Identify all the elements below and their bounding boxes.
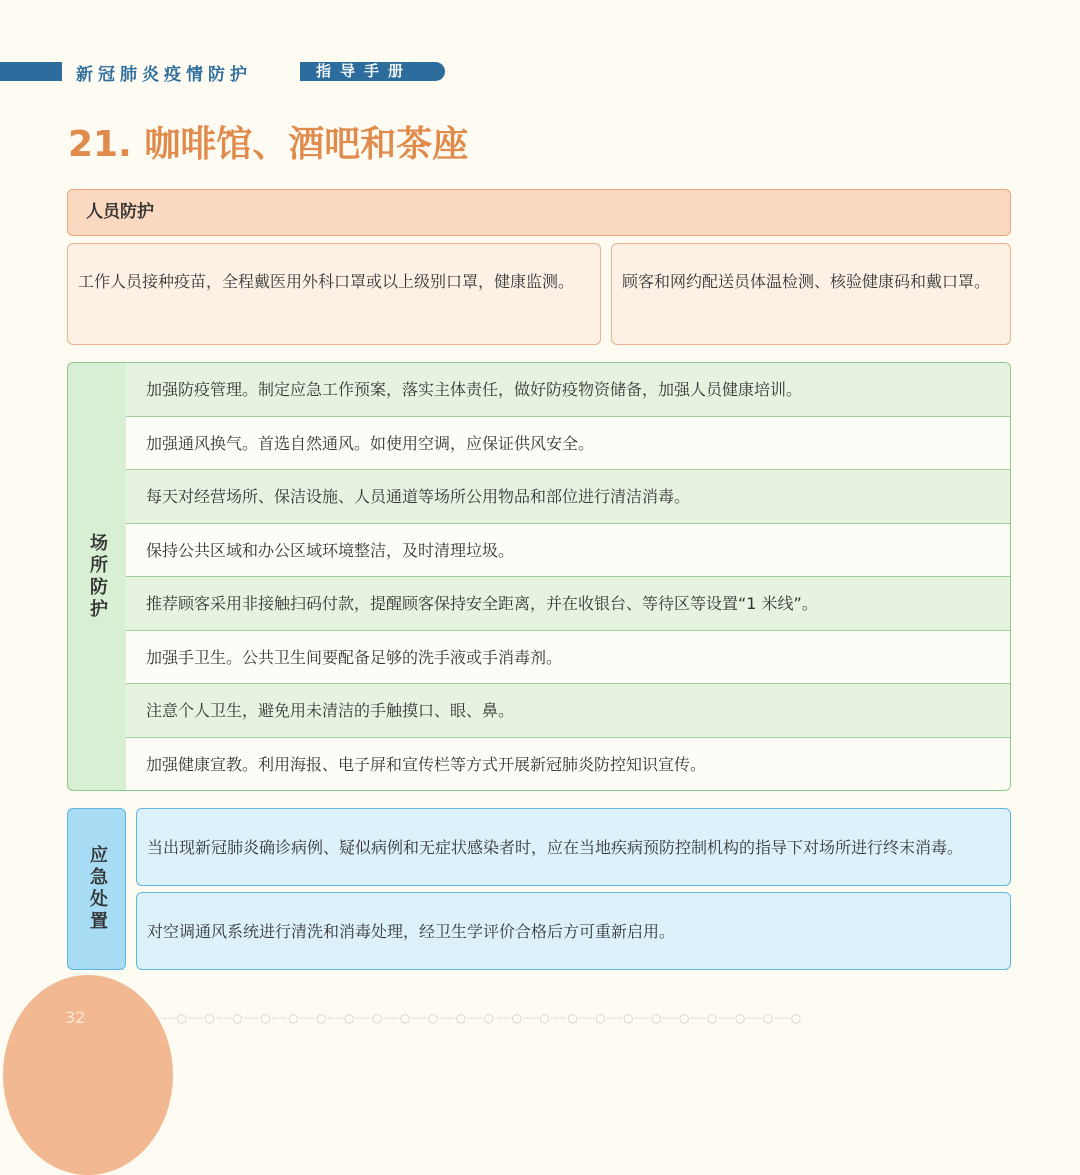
venue-item: 加强通风换气。首选自然通风。如使用空调，应保证供风安全。 — [126, 417, 1010, 471]
venue-item: 加强健康宣教。利用海报、电子屏和宣传栏等方式开展新冠肺炎防控知识宣传。 — [126, 738, 1010, 792]
venue-item: 每天对经营场所、保洁设施、人员通道等场所公用物品和部位进行清洁消毒。 — [126, 470, 1010, 524]
page-number: 32 — [65, 1008, 86, 1027]
emergency-label-box — [67, 808, 126, 970]
venue-section — [67, 362, 1011, 791]
personnel-item: 顾客和网约配送员体温检测、核验健康码和戴口罩。 — [611, 243, 1011, 345]
venue-item: 推荐顾客采用非接触扫码付款，提醒顾客保持安全距离，并在收银台、等待区等设置“1 米线”。 — [126, 577, 1010, 631]
venue-heading: 场所防护 — [87, 532, 108, 621]
emergency-item — [136, 808, 1011, 886]
personnel-item: 工作人员接种疫苗，全程戴医用外科口罩或以上级别口罩，健康监测。 — [67, 243, 601, 345]
venue-item: 加强手卫生。公共卫生间要配备足够的洗手液或手消毒剂。 — [126, 631, 1010, 685]
emergency-heading: 应急处置 — [87, 845, 108, 933]
emergency-item-text: 对空调通风系统进行清洗和消毒处理，经卫生学评价合格后方可重新启用。 — [147, 921, 676, 941]
emergency-item-text: 当出现新冠肺炎确诊病例、疑似病例和无症状感染者时，应在当地疾病预防控制机构的指导下对场所进行终末消毒。 — [147, 837, 964, 857]
series-title: 新冠肺炎疫情防护 — [76, 65, 252, 85]
personnel-heading: 人员防护 — [67, 189, 1011, 236]
handbook-pill: 指导手册 — [300, 62, 445, 81]
venue-item: 加强防疫管理。制定应急工作预案，落实主体责任，做好防疫物资储备，加强人员健康培训。 — [126, 363, 1010, 417]
emergency-item — [136, 892, 1011, 970]
venue-item: 保持公共区域和办公区域环境整洁，及时清理垃圾。 — [126, 524, 1010, 578]
venue-item: 注意个人卫生，避免用未清洁的手触摸口、眼、鼻。 — [126, 684, 1010, 738]
dotted-divider: ┈┈○┈┈○┈┈○┈┈○┈┈○┈┈○┈┈○┈┈○┈┈○┈┈○┈┈○┈┈○┈┈○┈┈○┈┈○┈┈○┈┈○┈┈○┈┈○┈┈○┈┈○┈┈○┈┈○ — [160, 1011, 803, 1025]
page-title: 21. 咖啡馆、酒吧和茶座 — [68, 124, 469, 165]
header-bar — [0, 62, 62, 81]
page-circle-decoration — [3, 975, 173, 1175]
